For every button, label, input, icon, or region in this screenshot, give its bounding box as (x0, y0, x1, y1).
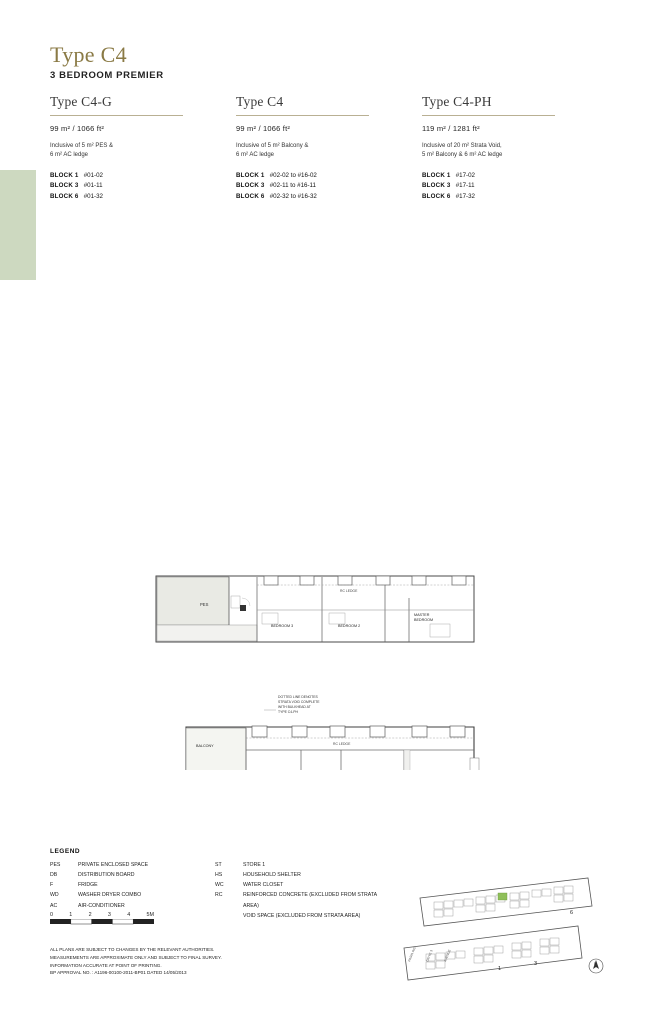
legend-definition: VOID SPACE (EXCLUDED FROM STRATA AREA) (243, 912, 361, 919)
legend-row (215, 880, 380, 890)
legend (50, 848, 380, 921)
strata-void-note (264, 695, 320, 714)
variant-area: 119 m² / 1281 ft² (422, 124, 480, 133)
keyplan-street-3: AVENUE (443, 948, 452, 963)
legend-abbr (215, 911, 243, 921)
variant-blocks (236, 171, 369, 204)
block-row (422, 181, 555, 192)
block-row (236, 181, 369, 192)
block-row (50, 171, 183, 182)
legend-row (50, 901, 215, 911)
floorplan-drawings (0, 280, 653, 770)
block-units: #02-11 to #16-11 (269, 182, 316, 190)
green-section-tab (0, 170, 36, 280)
north-arrow-icon (589, 959, 603, 973)
block-label: BLOCK 1 (236, 171, 265, 179)
note-line-4: TYPE C4-PH (278, 710, 298, 714)
variant-inclusive-line: 6 m² AC ledge (236, 152, 275, 159)
legend-abbr: WD (50, 892, 59, 899)
scale-tick: 1 (69, 912, 73, 918)
block-label: BLOCK 1 (422, 171, 451, 179)
block-units: #02-32 to #16-32 (269, 193, 317, 201)
variant-inclusive (422, 142, 555, 161)
block-units: #17-32 (455, 193, 476, 201)
legend-definition: REINFORCED CONCRETE (EXCLUDED FROM STRATA AREA) (243, 892, 377, 909)
block-label: BLOCK 3 (236, 182, 265, 190)
block-row (422, 171, 555, 182)
legend-abbr: RC (215, 892, 223, 899)
legend-title: LEGEND (50, 848, 81, 855)
legend-abbr: WC (215, 882, 224, 889)
floorplan-svg (0, 280, 653, 770)
variant-blocks (50, 171, 183, 204)
block-label: BLOCK 6 (236, 193, 265, 201)
variant-area: 99 m² / 1066 ft² (50, 124, 105, 133)
variant-column (50, 94, 183, 203)
key-plan-svg (382, 862, 612, 982)
variant-column (422, 94, 555, 203)
scale-tick: 5M (146, 912, 154, 918)
legend-row (50, 870, 215, 880)
keyplan-block-label-3: 3 (534, 961, 538, 967)
variant-inclusive-line: Inclusive of 5 m² Balcony & (236, 143, 309, 149)
label-rc-ledge-upper: RC LEDGE (340, 589, 358, 593)
scale-tick: 2 (88, 912, 92, 918)
north-label: N (594, 961, 597, 966)
scale-bar (50, 912, 180, 925)
block-row (422, 192, 555, 203)
key-plan (382, 862, 612, 982)
variant-name: Type C4 (236, 94, 369, 116)
block-units: #02-02 to #16-02 (269, 171, 317, 179)
block-units: #17-02 (455, 171, 476, 179)
legend-definition: WATER CLOSET (243, 882, 284, 889)
block-units: #01-32 (83, 193, 104, 201)
block-label: BLOCK 3 (50, 182, 79, 190)
footnote-line: ALL PLANS ARE SUBJECT TO CHANGES BY THE RELEVANT AUTHORITIES. (50, 947, 215, 952)
keyplan-street-1: PASIR RIS (407, 946, 417, 963)
legend-definition: HOUSEHOLD SHELTER (243, 872, 301, 879)
legend-abbr: F (50, 882, 54, 889)
legend-abbr: ST (215, 862, 222, 868)
variant-inclusive (236, 142, 369, 161)
legend-row (215, 911, 380, 921)
variant-blocks (422, 171, 555, 204)
keyplan-block-label-1: 1 (498, 966, 502, 972)
scale-tick: 0 (50, 912, 53, 918)
keyplan-street-2: DRIVE 3 (425, 949, 434, 963)
block-row (50, 192, 183, 203)
block-label: BLOCK 6 (50, 193, 79, 201)
legend-abbr: AC (50, 902, 58, 909)
block-units: #17-11 (455, 182, 475, 190)
ground-floor-plan (156, 576, 474, 642)
block-row (236, 171, 369, 182)
note-line-2: STRATA VOID COMPLETE (278, 700, 320, 704)
typical-floor-plan (156, 726, 479, 770)
variant-inclusive (50, 142, 183, 161)
room-label-bedroom3-upper: BEDROOM 3 (271, 624, 294, 628)
legend-definition: WASHER DRYER COMBO (78, 892, 142, 899)
legend-definition: STORE 1 (243, 862, 266, 868)
legend-row (215, 870, 380, 880)
legend-row (50, 860, 215, 870)
footnote-line: BP APPROVAL NO. : A1196-00100-2011-BP01 DATED 14/05/2013 (50, 970, 187, 976)
page-title: Type C4 (50, 42, 127, 67)
variant-name: Type C4-PH (422, 94, 555, 116)
legend-abbr: PES (50, 862, 61, 868)
room-label-master-upper-2: BEDROOM (414, 618, 434, 622)
block-label: BLOCK 3 (422, 182, 451, 190)
scale-tick: 4 (127, 912, 131, 918)
block-label: BLOCK 1 (50, 171, 79, 179)
note-line-3: WITH BULKHEAD AT (278, 705, 311, 709)
label-rc-ledge-main: RC LEDGE (333, 742, 351, 746)
legend-column-right (215, 860, 380, 921)
legend-definition: PRIVATE ENCLOSED SPACE (78, 862, 149, 868)
legend-abbr: HS (215, 872, 223, 879)
variant-area: 99 m² / 1066 ft² (236, 124, 291, 133)
legend-abbr: DB (50, 872, 58, 879)
room-label-master-upper: MASTER (414, 613, 430, 617)
variant-inclusive-line: 5 m² Balcony & 6 m² AC ledge (422, 152, 503, 159)
note-line-1: DOTTED LINE DENOTES (278, 695, 318, 699)
variant-columns (50, 94, 610, 203)
room-label-bedroom2-upper: BEDROOM 2 (338, 624, 361, 628)
footnote-line: INFORMATION ACCURATE AT POINT OF PRINTING. (50, 962, 162, 968)
scale-graphic (50, 919, 154, 925)
block-row (50, 181, 183, 192)
legend-row (215, 890, 380, 910)
keyplan-block-label-6: 6 (570, 910, 574, 916)
legend-row (50, 890, 215, 900)
scale-tick: 3 (107, 912, 111, 918)
legend-definition: DISTRIBUTION BOARD (78, 872, 135, 879)
variant-inclusive-line: Inclusive of 5 m² PES & (50, 143, 114, 149)
variant-name: Type C4-G (50, 94, 183, 116)
room-label-balcony: BALCONY (196, 744, 214, 748)
block-units: #01-11 (83, 182, 103, 190)
legend-row (215, 860, 380, 870)
variant-inclusive-line: Inclusive of 20 m² Strata Void, (422, 143, 502, 149)
block-label: BLOCK 6 (422, 193, 451, 201)
footnote-line: MEASUREMENTS ARE APPROXIMATE ONLY AND SUBJECT TO FINAL SURVEY. (50, 954, 222, 960)
legend-definition: AIR-CONDITIONER (78, 902, 125, 909)
legend-row (50, 880, 215, 890)
block-units: #01-02 (83, 171, 104, 179)
variant-inclusive-line: 6 m² AC ledge (50, 152, 89, 159)
footnotes (50, 946, 380, 977)
room-label-pes: PES (200, 602, 209, 607)
page-subtitle: 3 BEDROOM PREMIER (50, 70, 164, 81)
variant-column (236, 94, 369, 203)
block-row (236, 192, 369, 203)
legend-definition: FRIDGE (78, 882, 98, 889)
